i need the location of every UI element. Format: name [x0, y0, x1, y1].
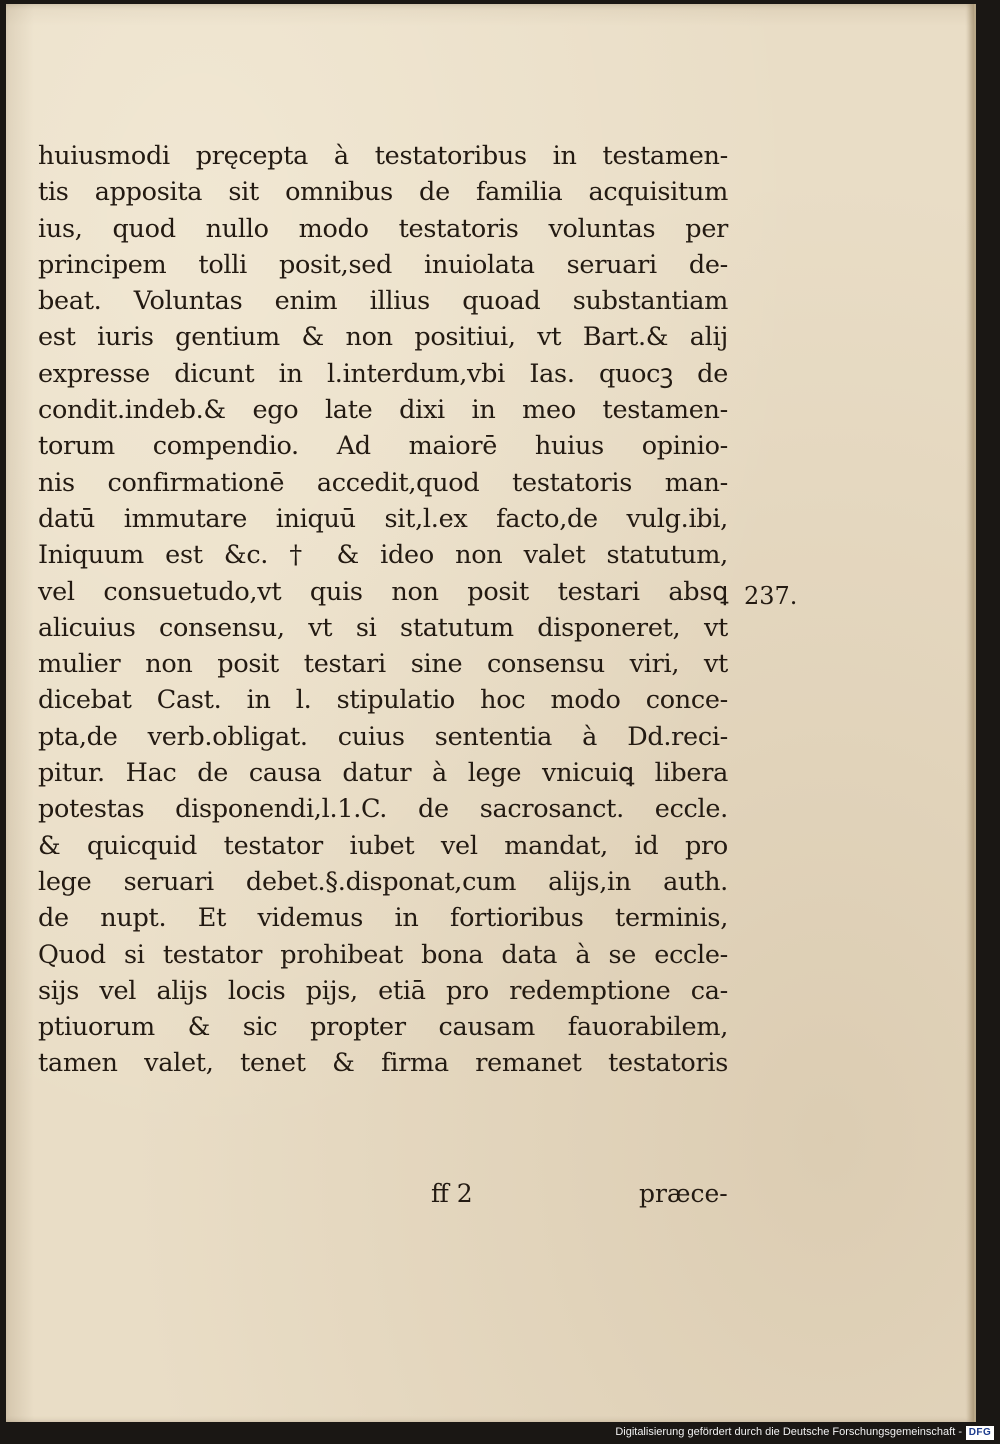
page-edge-shadow: [966, 4, 974, 1422]
text-line: pitur. Hac de causa datur à lege vnicuiꝗ libera: [38, 758, 728, 789]
text-line: condit.indeb.& ego late dixi in meo testamen-: [38, 395, 728, 426]
text-line: dicebat Cast. in l. stipulatio hoc modo concе-: [38, 685, 728, 716]
text-line: nis confirmationē accedit,quod testatoris man-: [38, 467, 728, 498]
text-line: mulier non posit testari sine consensu viri, vt: [38, 649, 728, 680]
text-line: expresse dicunt in l.interdum,vbi Ias. quocꝫ de: [38, 358, 728, 389]
text-line: Iniquum est &c. † & ideo non valet statutum,: [38, 540, 728, 571]
text-line: vel consuetudo,vt quis non posit testari absꝗ: [38, 576, 728, 607]
text-line: & quicquid testator iubet vel mandat, id pro: [38, 830, 728, 861]
margin-note: 237.: [744, 582, 798, 610]
text-line: torum compendio. Ad maiorē huius opinio-: [38, 431, 728, 462]
funding-credit: Digitalisierung gefördert durch die Deutsche Forschungsgemeinschaft -: [615, 1426, 962, 1438]
signature-mark: ff 2: [431, 1179, 473, 1208]
text-line: est iuris gentium & non positiui, vt Bart.& alij: [38, 322, 728, 353]
text-line: alicuius consensu, vt si statutum disponeret, vt: [38, 612, 728, 643]
text-line: sijs vel alijs locis pijs, etiā pro redemptione ca-: [38, 975, 728, 1006]
text-line: tis apposita sit omnibus de familia acquisitum: [38, 177, 728, 208]
footer-bar: [0, 1424, 1000, 1444]
text-line: datū immutare iniquū sit,l.ex facto,de vulg.ibi,: [38, 503, 728, 534]
book-page: [6, 4, 976, 1422]
text-line: Quod si testator prohibeat bona data à se eccle-: [38, 939, 728, 970]
text-line: ius, quod nullo modo testatoris voluntas per: [38, 213, 728, 244]
text-line: huiusmodi pręcepta à testatoribus in testamen-: [38, 141, 728, 171]
dfg-logo-icon[interactable]: DFG: [966, 1426, 994, 1440]
body-text: [38, 138, 728, 1082]
text-line: tamen valet, tenet & firma remanet testatoris: [38, 1048, 728, 1079]
text-line: ptiuorum & sic propter causam fauorabilem,: [38, 1012, 728, 1043]
text-line: principem tolli posit,sed inuiolata seruari de-: [38, 249, 728, 280]
text-line: pta,de verb.obligat. cuius sententia à Dd.reci-: [38, 721, 728, 752]
catchword: præce-: [639, 1179, 728, 1208]
text-line: beat. Voluntas enim illius quoad substantiam: [38, 286, 728, 317]
text-line: potestas disponendi,l.1.C. de sacrosanct. eccle.: [38, 794, 728, 825]
text-line: lege seruari debet.§.disponat,cum alijs,in auth.: [38, 866, 728, 897]
text-line: de nupt. Et videmus in fortioribus terminis,: [38, 903, 728, 934]
